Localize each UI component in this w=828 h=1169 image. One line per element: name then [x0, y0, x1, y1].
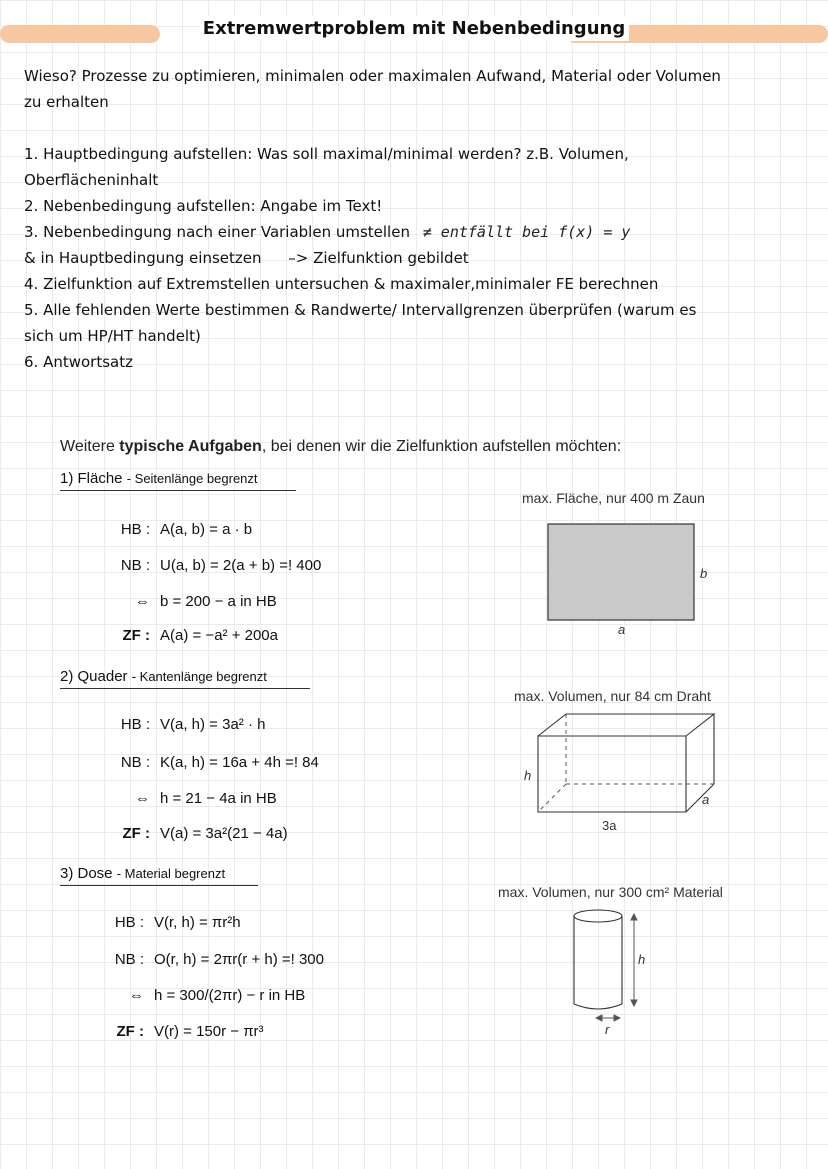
- s2-hb: [110, 716, 265, 733]
- further-post: , bei denen wir die Zielfunktion aufstellen möchten:: [261, 438, 622, 455]
- step-6: 6. Antwortsatz: [24, 353, 133, 371]
- s2-zf-label: ZF :: [122, 825, 150, 842]
- section-2-heading: [60, 668, 310, 689]
- s3-hb-eq: V(r, h) = πr²h: [154, 914, 241, 931]
- s3-zf-eq: V(r) = 150r − πr³: [154, 1023, 264, 1040]
- s3-zf-label: ZF :: [116, 1023, 144, 1040]
- cylinder-diagram: [560, 904, 670, 1044]
- s2-zf: [110, 825, 288, 842]
- step-5b: sich um HP/HT handelt): [24, 327, 201, 345]
- s1-arrow: ⇔: [135, 593, 150, 610]
- rect-label-a: a: [618, 622, 626, 637]
- further-bold: typische Aufgaben: [119, 438, 262, 455]
- s2-nb-eq: K(a, h) = 16a + 4h =! 84: [160, 754, 319, 771]
- intro-line-2: zu erhalten: [24, 93, 109, 111]
- s3-nb-eq: O(r, h) = 2πr(r + h) =! 300: [154, 951, 324, 968]
- s3-hb: [104, 914, 241, 931]
- s1-hb-label: HB :: [120, 521, 150, 538]
- s3-arrow: ⇔: [129, 987, 144, 1004]
- section-3-title: 3) Dose: [60, 865, 113, 882]
- intro-line-1: Wieso? Prozesse zu optimieren, minimalen oder maximalen Aufwand, Material oder Volumen: [24, 67, 721, 85]
- s3-sub-eq: h = 300/(2πr) − r in HB: [154, 987, 306, 1004]
- cuboid-shape: [538, 714, 714, 812]
- cuboid-label-3a: 3a: [602, 818, 617, 833]
- section-1-heading: [60, 470, 296, 491]
- cuboid-label-a: a: [702, 792, 710, 807]
- height-arrow: [631, 914, 637, 1006]
- s2-hb-eq: V(a, h) = 3a² · h: [160, 716, 266, 733]
- s2-nb: [110, 754, 319, 771]
- section-3-heading: [60, 865, 258, 886]
- s3-hb-label: HB :: [114, 914, 144, 931]
- s1-sub-eq: b = 200 − a in HB: [160, 593, 277, 610]
- s1-nb: [110, 557, 321, 574]
- step-2: 2. Nebenbedingung aufstellen: Angabe im Text!: [24, 197, 383, 215]
- section-1-sub: - Seitenlänge begrenzt: [126, 471, 258, 486]
- step-3c: –> Zielfunktion gebildet: [288, 249, 469, 267]
- s1-sub: [110, 593, 277, 610]
- cylinder-label-r: r: [605, 1022, 610, 1037]
- rectangle-diagram: [540, 516, 730, 646]
- cylinder-shape: [574, 910, 622, 1009]
- s2-sub: [110, 790, 277, 807]
- step-1a: 1. Hauptbedingung aufstellen: Was soll maximal/minimal werden? z.B. Volumen,: [24, 145, 629, 163]
- section-2-title: 2) Quader: [60, 668, 128, 685]
- section-2-caption: max. Volumen, nur 84 cm Draht: [514, 688, 711, 704]
- step-4: 4. Zielfunktion auf Extremstellen untersuchen & maximaler,minimaler FE berechnen: [24, 275, 659, 293]
- rect-label-b: b: [700, 566, 708, 581]
- s2-sub-eq: h = 21 − 4a in HB: [160, 790, 277, 807]
- s3-sub: [104, 987, 305, 1004]
- intro: [24, 63, 814, 115]
- s2-nb-label: NB :: [120, 754, 150, 771]
- section-2-sub: - Kantenlänge begrenzt: [131, 669, 267, 684]
- section-1-title: 1) Fläche: [60, 470, 123, 487]
- step-3b: & in Hauptbedingung einsetzen: [24, 249, 262, 267]
- steps-list: [24, 141, 814, 375]
- s2-hb-label: HB :: [120, 716, 150, 733]
- s1-hb: [110, 521, 252, 538]
- radius-arrow: [596, 1015, 620, 1021]
- further-heading: [60, 438, 621, 456]
- s1-zf: [110, 627, 278, 644]
- step-5a: 5. Alle fehlenden Werte bestimmen & Randwerte/ Intervallgrenzen überprüfen (warum es: [24, 301, 697, 319]
- s1-nb-label: NB :: [120, 557, 150, 574]
- s1-nb-eq: U(a, b) = 2(a + b) =! 400: [160, 557, 322, 574]
- further-pre: Weitere: [60, 438, 120, 455]
- s1-zf-eq: A(a) = −a² + 200a: [160, 627, 278, 644]
- s3-nb-label: NB :: [114, 951, 144, 968]
- step-1b: Oberflächeninhalt: [24, 171, 159, 189]
- section-3-sub: - Material begrenzt: [116, 866, 226, 881]
- s1-hb-eq: A(a, b) = a · b: [160, 521, 253, 538]
- page-title: [0, 18, 828, 39]
- cuboid-label-h: h: [524, 768, 532, 783]
- step-3-note: ≠ entfällt bei f(x) = y: [422, 223, 631, 241]
- cuboid-diagram: [516, 706, 726, 836]
- s3-nb: [104, 951, 324, 968]
- s1-zf-label: ZF :: [122, 627, 150, 644]
- step-3a: 3. Nebenbedingung nach einer Variablen umstellen: [24, 223, 410, 241]
- step-3b-row: [24, 245, 814, 271]
- section-3-caption: max. Volumen, nur 300 cm² Material: [498, 884, 723, 900]
- page-title-text: Extremwertproblem mit Nebenbedingung: [199, 16, 629, 41]
- cylinder-label-h: h: [638, 952, 646, 967]
- s2-zf-eq: V(a) = 3a²(21 − 4a): [160, 825, 288, 842]
- s3-zf: [104, 1023, 264, 1040]
- s2-arrow: ⇔: [135, 790, 150, 807]
- cuboid-hidden-edges: [538, 714, 714, 812]
- rectangle-shape: [548, 524, 694, 620]
- section-1-caption: max. Fläche, nur 400 m Zaun: [522, 490, 705, 506]
- step-3a-row: [24, 219, 814, 245]
